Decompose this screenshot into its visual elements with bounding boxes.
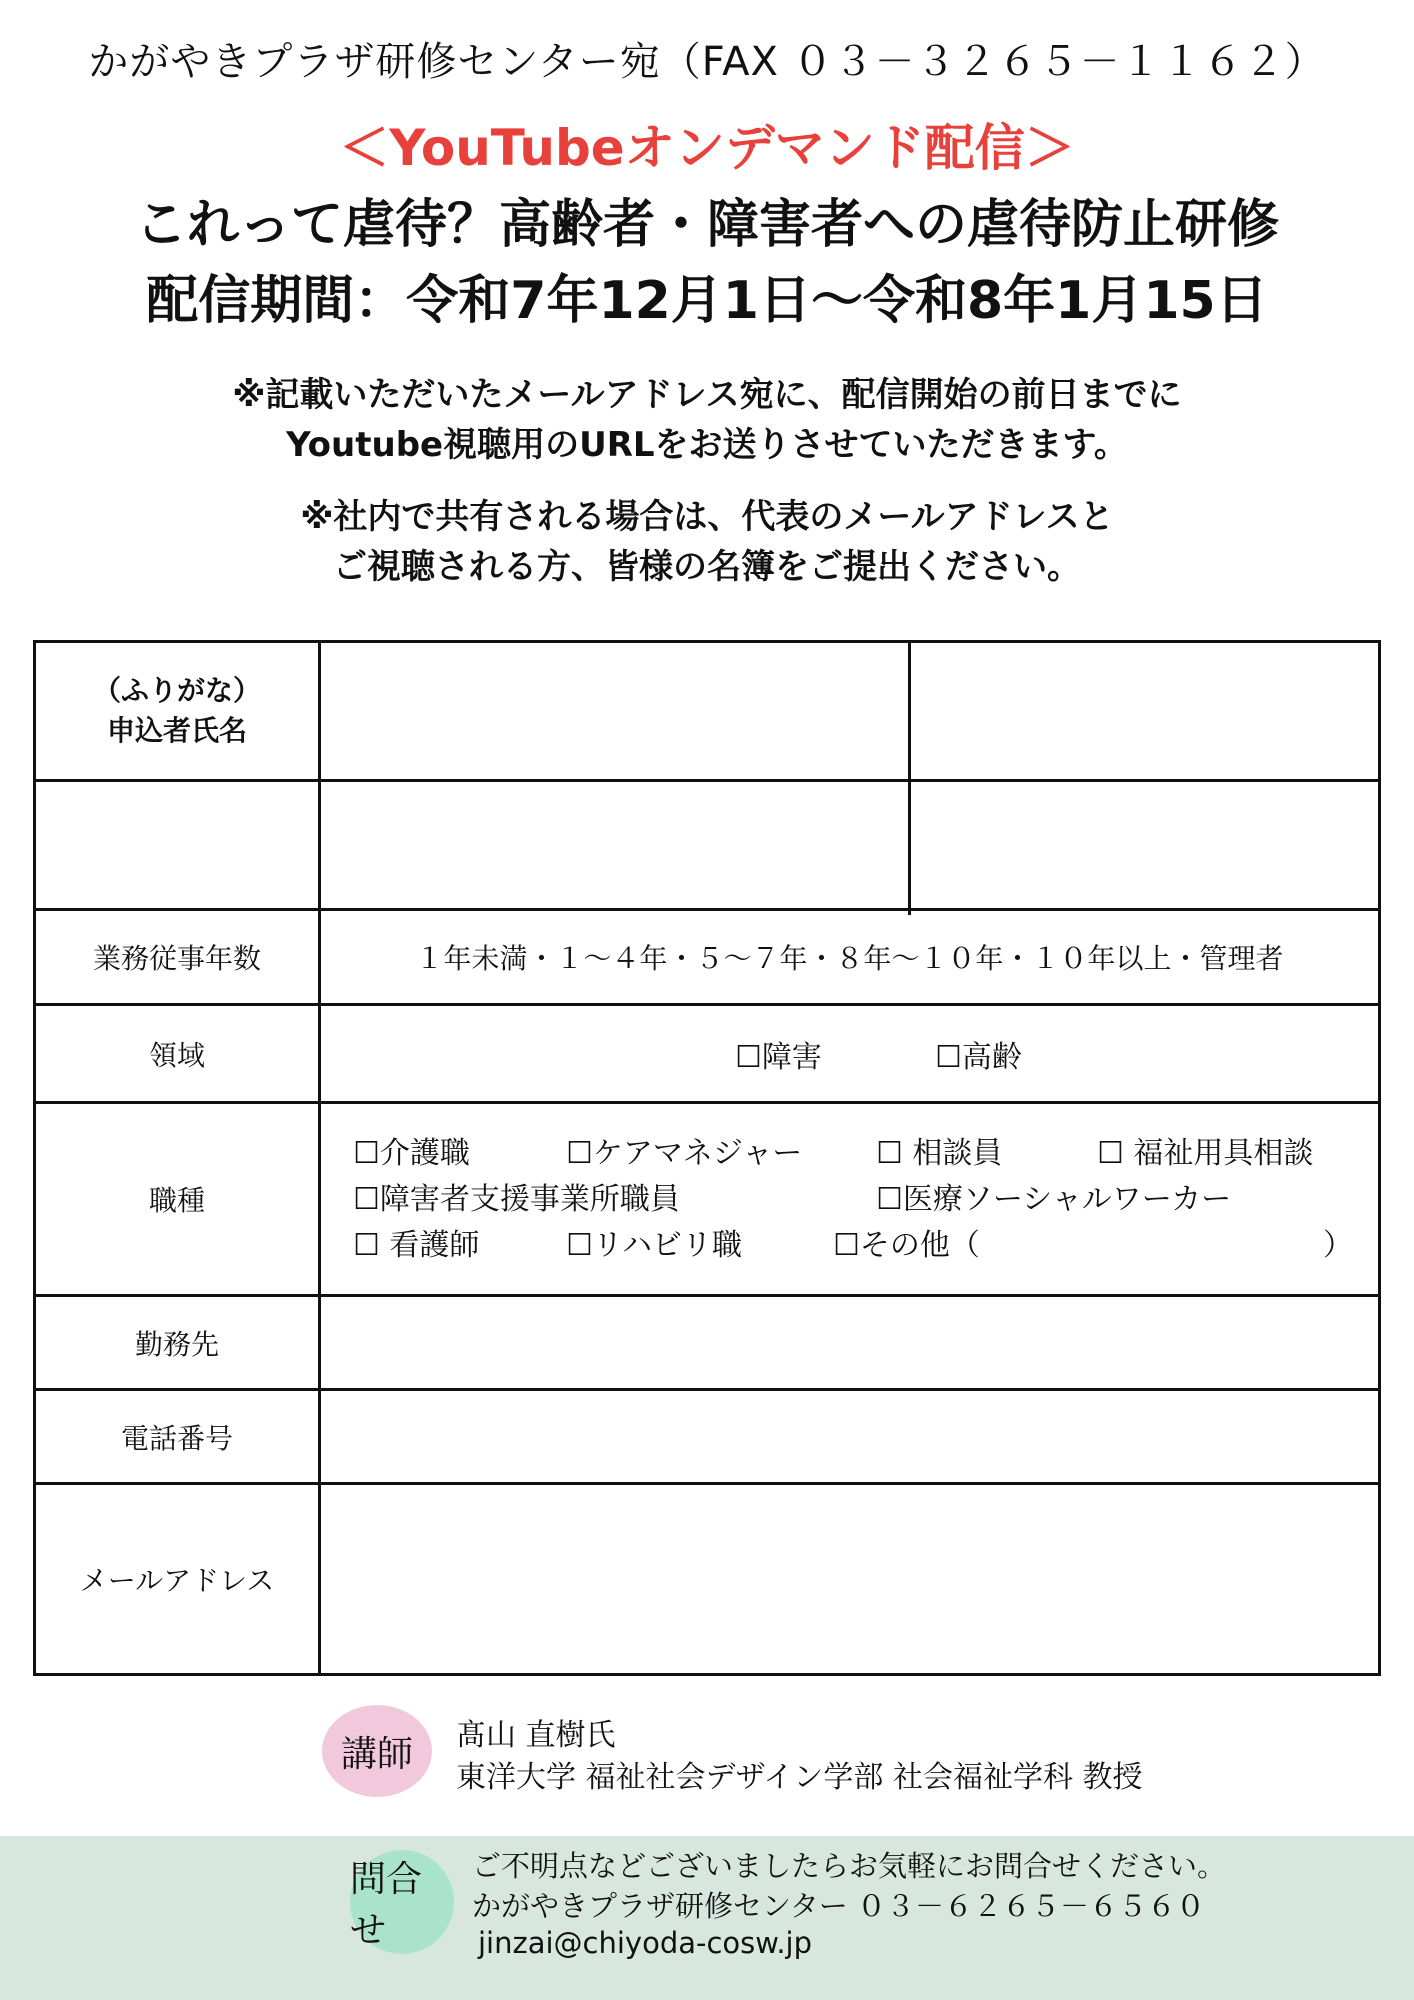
job-checkbox-welfare-equipment[interactable]: ☐ 福祉用具相談	[1097, 1136, 1314, 1171]
name-field-1[interactable]	[321, 782, 908, 908]
job-checkbox-medical-social-worker[interactable]: ☐医療ソーシャルワーカー	[876, 1182, 1232, 1217]
email-label: メールアドレス	[79, 1564, 275, 1597]
domain-checkbox-disability[interactable]: ☐障害	[735, 1039, 822, 1075]
workplace-field[interactable]	[321, 1297, 1378, 1388]
furigana-field-1[interactable]	[321, 643, 908, 779]
instructor-affiliation: 東洋大学 福祉社会デザイン学部 社会福祉学科 教授	[456, 1760, 1143, 1795]
contact-phone: かがやきプラザ研修センター ０３－６２６５－６５６０	[472, 1889, 1206, 1923]
name-label: 申込者氏名	[106, 714, 247, 747]
job-checkbox-rehabilitation[interactable]: ☐リハビリ職	[566, 1228, 742, 1263]
job-checkbox-counselor[interactable]: ☐ 相談員	[876, 1136, 1003, 1171]
contact-email[interactable]: jinzai@chiyoda-cosw.jp	[478, 1926, 813, 1960]
job-type-options	[321, 1104, 1378, 1294]
contact-badge: 問合せ	[350, 1850, 454, 1954]
contact-message: ご不明点などございましたらお気軽にお問合せください。	[472, 1849, 1227, 1883]
domain-checkbox-elderly[interactable]: ☐高齢	[935, 1039, 1022, 1075]
note-email-url	[0, 370, 1414, 470]
delivery-type-subtitle: ＜YouTubeオンデマンド配信＞	[339, 119, 1075, 177]
note-line: ご視聴される方、皆様の名簿をご提出ください。	[333, 547, 1081, 587]
note-line: ※記載いただいたメールアドレス宛に、配信開始の前日までに	[232, 375, 1182, 415]
years-label: 業務従事年数	[92, 942, 261, 975]
instructor-badge: 講師	[322, 1705, 432, 1797]
domain-options	[321, 1006, 1378, 1101]
note-line: ※社内で共有される場合は、代表のメールアドレスと	[300, 497, 1114, 537]
job-checkbox-care-worker[interactable]: ☐介護職	[353, 1136, 470, 1171]
delivery-period: 配信期間：令和7年12月1日～令和8年1月15日	[146, 271, 1268, 331]
instructor-name: 髙山 直樹氏	[456, 1718, 616, 1753]
phone-field[interactable]	[321, 1391, 1378, 1482]
applicant-name-label	[36, 643, 318, 779]
job-checkbox-care-manager[interactable]: ☐ケアマネジャー	[566, 1136, 803, 1171]
domain-label: 領域	[148, 1038, 205, 1072]
name-field-2[interactable]	[911, 782, 1378, 908]
email-field[interactable]	[321, 1485, 1378, 1673]
fax-destination-line: かがやきプラザ研修センター宛（FAX ０３－３２６５－１１６２）	[88, 39, 1326, 85]
years-options[interactable]: １年未満・１～４年・５～７年・８年～１０年・１０年以上・管理者	[415, 942, 1284, 975]
job-checkbox-nurse[interactable]: ☐ 看護師	[353, 1228, 480, 1263]
application-form	[33, 640, 1381, 1676]
phone-label: 電話番号	[120, 1421, 233, 1455]
page-title: これって虐待？高齢者・障害者への虐待防止研修	[134, 195, 1279, 255]
furigana-label: （ふりがな）	[92, 674, 261, 707]
workplace-label: 勤務先	[134, 1327, 219, 1361]
note-shared-viewing	[0, 492, 1414, 592]
job-other-close-paren: ）	[1323, 1228, 1353, 1263]
note-line: Youtube視聴用のURLをお送りさせていただきます。	[286, 425, 1128, 465]
extra-applicant-label	[36, 782, 318, 908]
furigana-field-2[interactable]	[911, 643, 1378, 779]
job-checkbox-disability-support-staff[interactable]: ☐障害者支援事業所職員	[353, 1182, 680, 1217]
job-type-label: 職種	[148, 1184, 205, 1217]
job-checkbox-other[interactable]: ☐その他（	[833, 1228, 980, 1263]
